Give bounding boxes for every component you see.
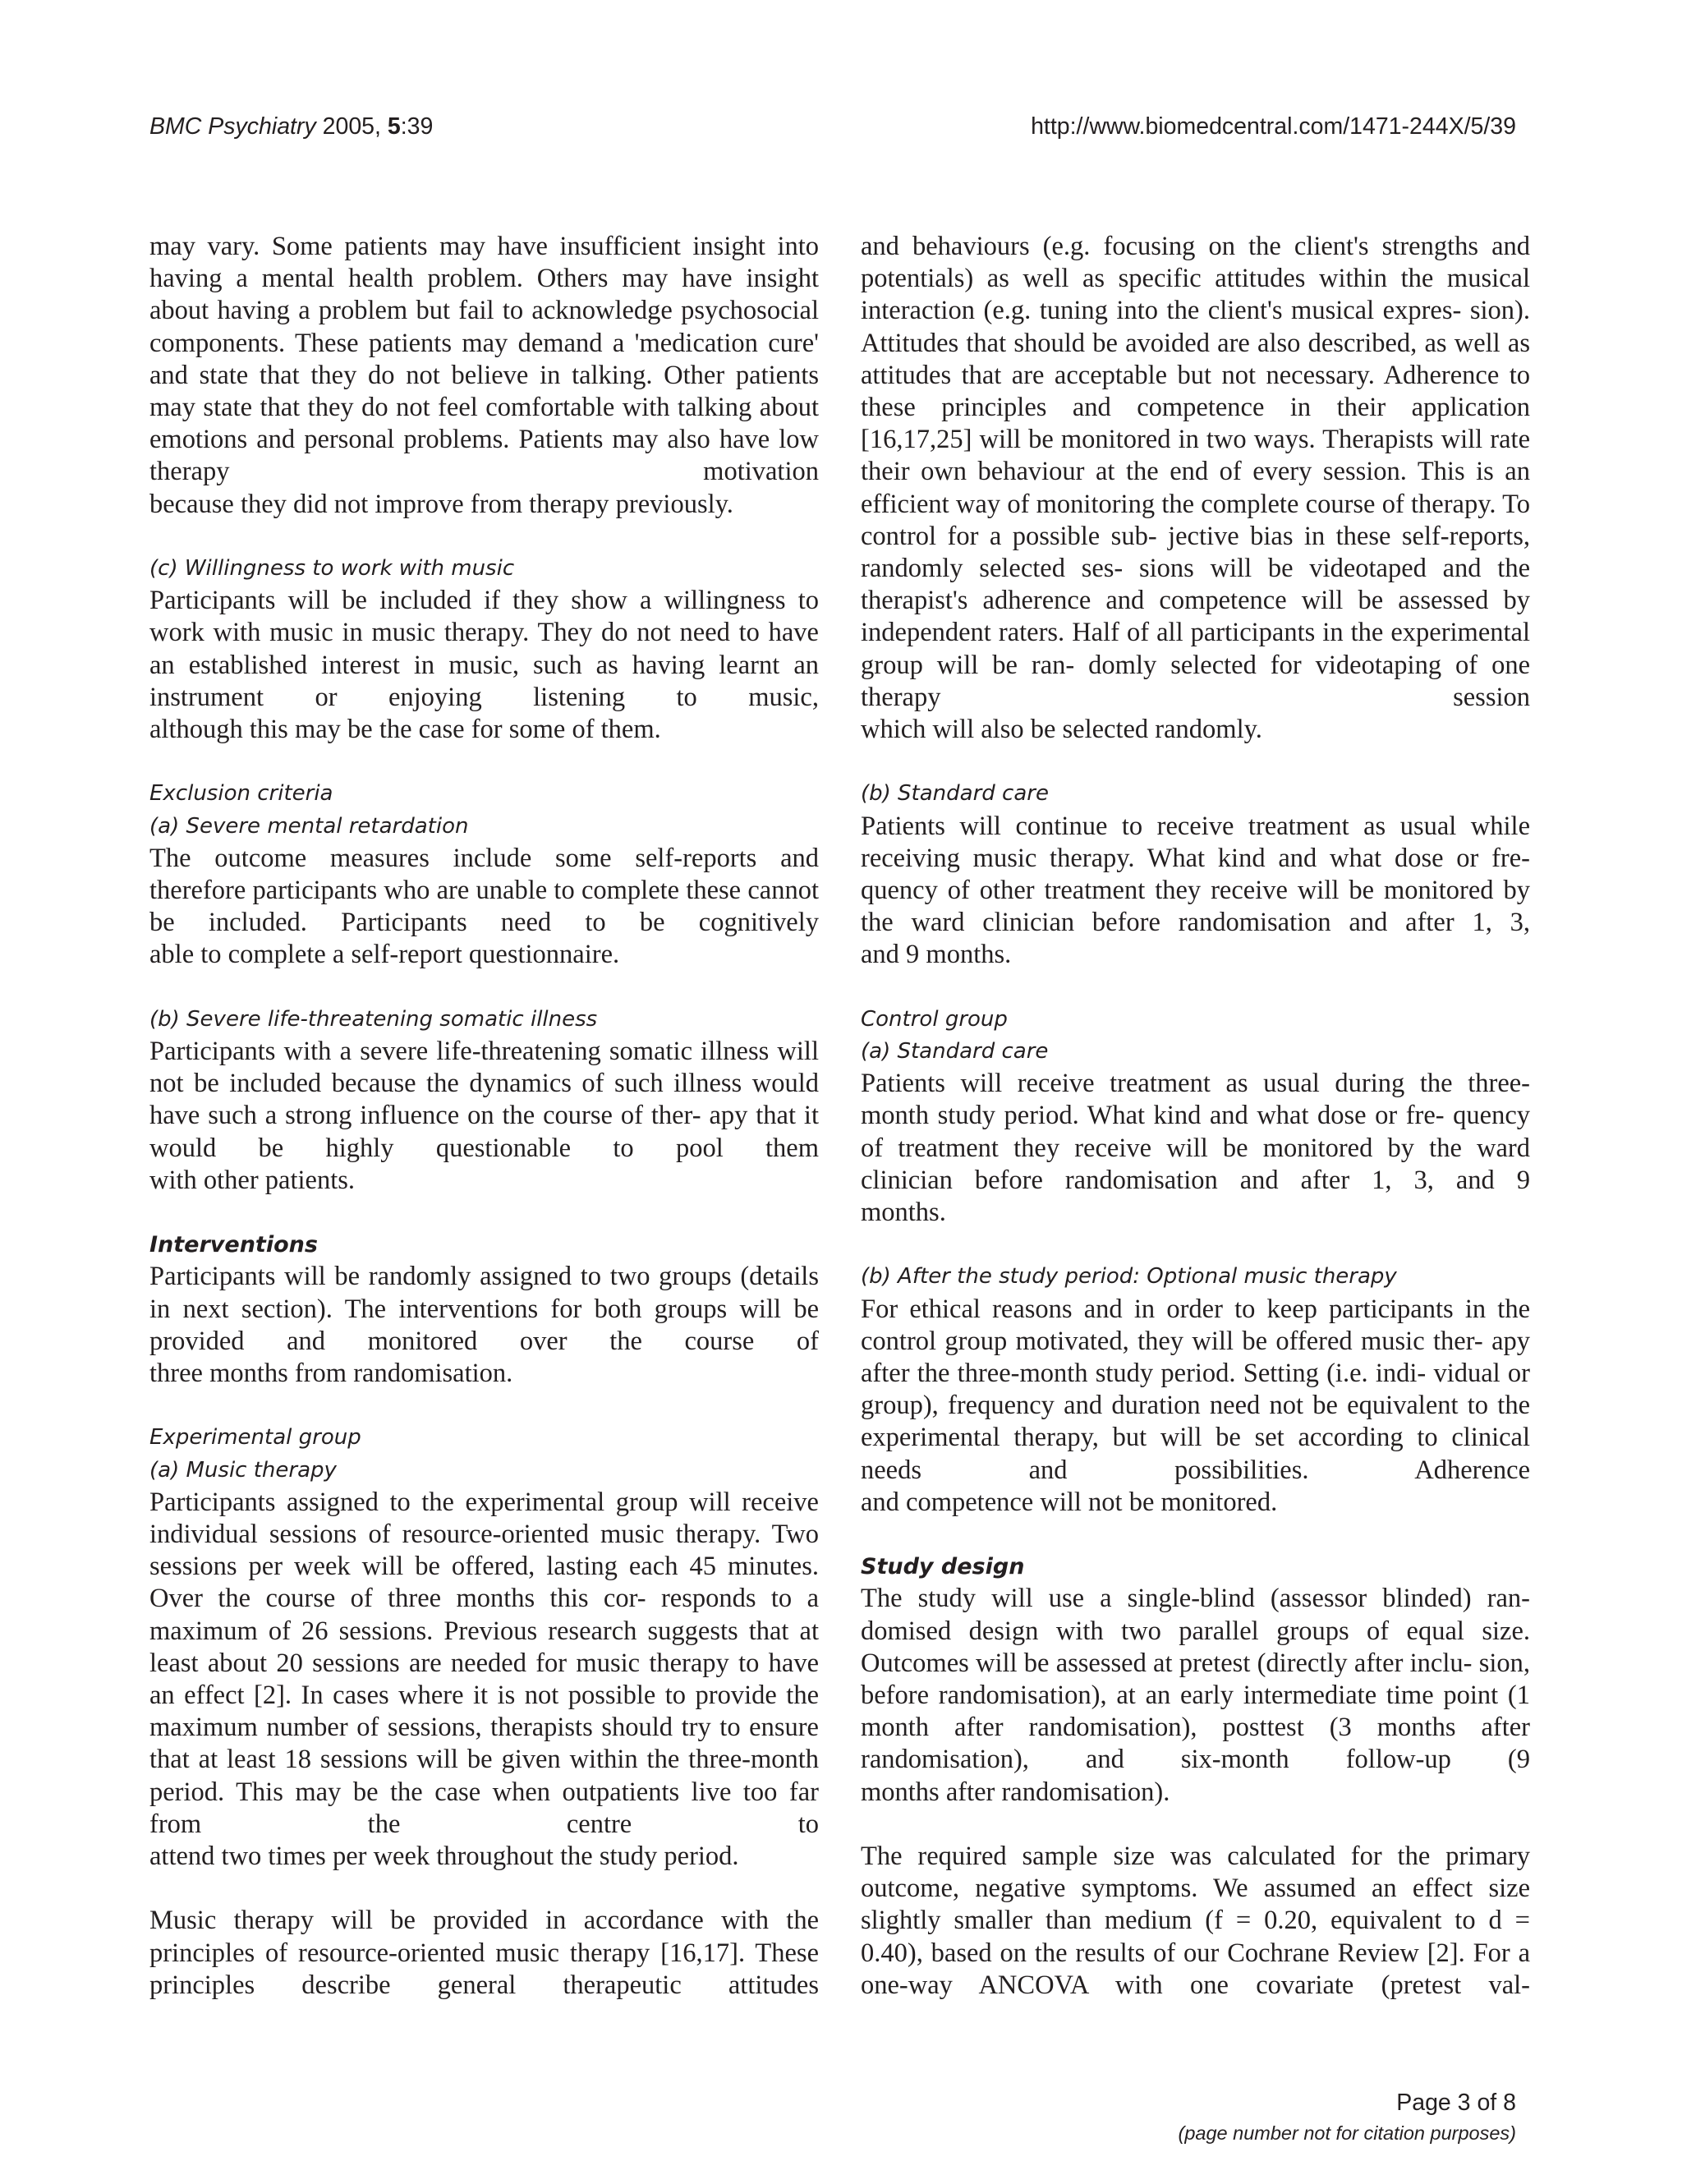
right-column: [861, 231, 1530, 2002]
journal-name: BMC Psychiatry: [149, 113, 316, 140]
subheading-willingness: (c) Willingness to work with music: [149, 556, 515, 582]
paragraph-adherence: and behaviours (e.g. focusing on the client's strengths and potentials) as well as specific attitudes within the musical interaction (e.g. tuning into the client's musical expres- sion). Attitudes that should be avoided are also described, as well as attitudes that are acceptable but not necessary. Adherence to these principles and competence in their application [16,17,25] will be monitored in two ways. Therapists will rate their own behaviour at the end of every session. This is an efficient way of monitoring the complete course of therapy. To control for a possible sub- jective bias in these self-reports, randomly selected ses- sions will be videotaped and the therapist's adherence and competence will be assessed by independent raters. Half of all participants in the experimental group will be ran- domly selected for videotaping of one therapy session which will also be selected randomly.: [861, 231, 1530, 746]
paragraph-optional-music-therapy: For ethical reasons and in order to keep participants in the control group motivated, they will be offered music ther- apy after the three-month study period. Setting (i.e. indi- vidual or group), frequency and duration need not be equivalent to the experimental therapy, but will be set according to clinical needs and possibilities. Adherence and competence will not be monitored.: [861, 1294, 1530, 1519]
article-url[interactable]: http://www.biomedcentral.com/1471-244X/5/39: [1031, 113, 1516, 140]
journal-volume: 5: [387, 113, 401, 140]
paragraph-standard-care-control: Patients will receive treatment as usual during the three- month study period. What kind and what dose or fre- quency of treatment they receive will be monitored by the ward clinician before randomisation and after 1, 3, and 9 months.: [861, 1068, 1530, 1229]
page-number-note: (page number not for citation purposes): [1178, 2122, 1516, 2144]
journal-year: 2005,: [322, 113, 381, 140]
paragraph-last-line: with other patients.: [149, 1165, 356, 1195]
paragraph-last-line: although this may be the case for some of them.: [149, 715, 661, 745]
subheading-experimental-group: Experimental group: [149, 1425, 361, 1451]
paragraph-last-line: attend two times per week throughout the study period.: [149, 1841, 739, 1872]
subheading-somatic-illness: (b) Severe life-threatening somatic illness: [149, 1006, 598, 1032]
subheading-standard-care-control: (a) Standard care: [861, 1039, 1049, 1064]
page-header: [149, 110, 1516, 143]
paragraph-study-design: The study will use a single-blind (assessor blinded) ran- domised design with two parallel groups of equal size. Outcomes will be assessed at pretest (directly after inclu- sion, before randomisation), at an early intermediate time point (1 month after randomisation), posttest (3 months after randomisation), and six-month follow-up (9 months after randomisation).: [861, 1583, 1530, 1808]
paragraph-last-line: months.: [861, 1198, 946, 1228]
section-heading-interventions: Interventions: [149, 1232, 318, 1258]
paragraph-standard-care-experimental: Patients will continue to receive treatment as usual while receiving music therapy. What kind and what dose or fre- quency of other treatment they receive will be monitored by the ward clinician before randomisation and after 1, 3, and 9 months.: [861, 811, 1530, 972]
subheading-mental-retardation: (a) Severe mental retardation: [149, 813, 469, 839]
subheading-music-therapy: (a) Music therapy: [149, 1457, 337, 1483]
paragraph-last-line: and 9 months.: [861, 940, 1012, 970]
paragraph-principles: Music therapy will be provided in accordance with the principles of resource-oriented music therapy [16,17]. These principles describe general therapeutic attitudes: [149, 1906, 819, 2000]
subheading-standard-care-experimental: (b) Standard care: [861, 781, 1049, 807]
paragraph-last-line: and competence will not be monitored.: [861, 1487, 1278, 1517]
paragraph-last-line: which will also be selected randomly.: [861, 715, 1262, 745]
journal-citation: [149, 110, 433, 143]
subheading-exclusion-criteria: Exclusion criteria: [149, 781, 333, 807]
paragraph-interventions: Participants will be randomly assigned to two groups (details in next section). The interventions for both groups will be provided and monitored over the course of three months from randomisation.: [149, 1261, 819, 1390]
paragraph-somatic-illness: Participants with a severe life-threatening somatic illness will not be included because the dynamics of such illness would have such a strong influence on the course of ther- apy that it would be highly questionable to pool them with other patients.: [149, 1036, 819, 1197]
paragraph-last-line: months after randomisation).: [861, 1777, 1170, 1807]
subheading-control-group: Control group: [861, 1006, 1008, 1032]
section-heading-study-design: Study design: [861, 1554, 1025, 1580]
paragraph-last-line: three months from randomisation.: [149, 1359, 513, 1389]
left-column: [149, 231, 819, 2002]
paragraph-music-therapy: Participants assigned to the experimental group will receive individual sessions of resource-oriented music therapy. Two sessions per week will be offered, lasting each 45 minutes. Over the course of three months this cor- responds to a maximum of 26 sessions. Previous research suggests that at least about 20 sessions are needed for music therapy to have an effect [2]. In cases where it is not possible to provide the maximum number of sessions, therapists should try to ensure that at least 18 sessions will be given within the three-month period. This may be the case when outpatients live too far from the centre to attend two times per week throughout the study period.: [149, 1487, 819, 1873]
subheading-optional-music-therapy: (b) After the study period: Optional music therapy: [861, 1264, 1397, 1290]
article-number: :39: [400, 113, 434, 140]
page-number: Page 3 of 8: [1396, 2090, 1516, 2116]
paragraph-sample-size: The required sample size was calculated for the primary outcome, negative symptoms. We assumed an effect size slightly smaller than medium (f = 0.20, equivalent to d = 0.40), based on the results of our Cochrane Review [2]. For a one-way ANCOVA with one covariate (pretest val-: [861, 1841, 1530, 2000]
paragraph-insight: may vary. Some patients may have insufficient insight into having a mental health problem. Others may have insight about having a problem but fail to acknowledge psychosocial components. These patients may demand a 'medication cure' and state that they do not believe in talking. Other patients may state that they do not feel comfortable with talking about emotions and personal problems. Patients may also have low therapy motivation because they did not improve from therapy previously.: [149, 231, 819, 521]
paragraph-last-line: able to complete a self-report questionnaire.: [149, 940, 620, 970]
page-footer: [149, 2086, 1516, 2147]
paragraph-mental-retardation: The outcome measures include some self-reports and therefore participants who are unable to complete these cannot be included. Participants need to be cognitively able to complete a self-report questionnaire.: [149, 843, 819, 972]
paragraph-last-line: because they did not improve from therapy previously.: [149, 489, 733, 519]
paragraph-willingness: Participants will be included if they show a willingness to work with music in music therapy. They do not need to have an established interest in music, such as having learnt an instrument or enjoying listening to music, although this may be the case for some of them.: [149, 585, 819, 746]
